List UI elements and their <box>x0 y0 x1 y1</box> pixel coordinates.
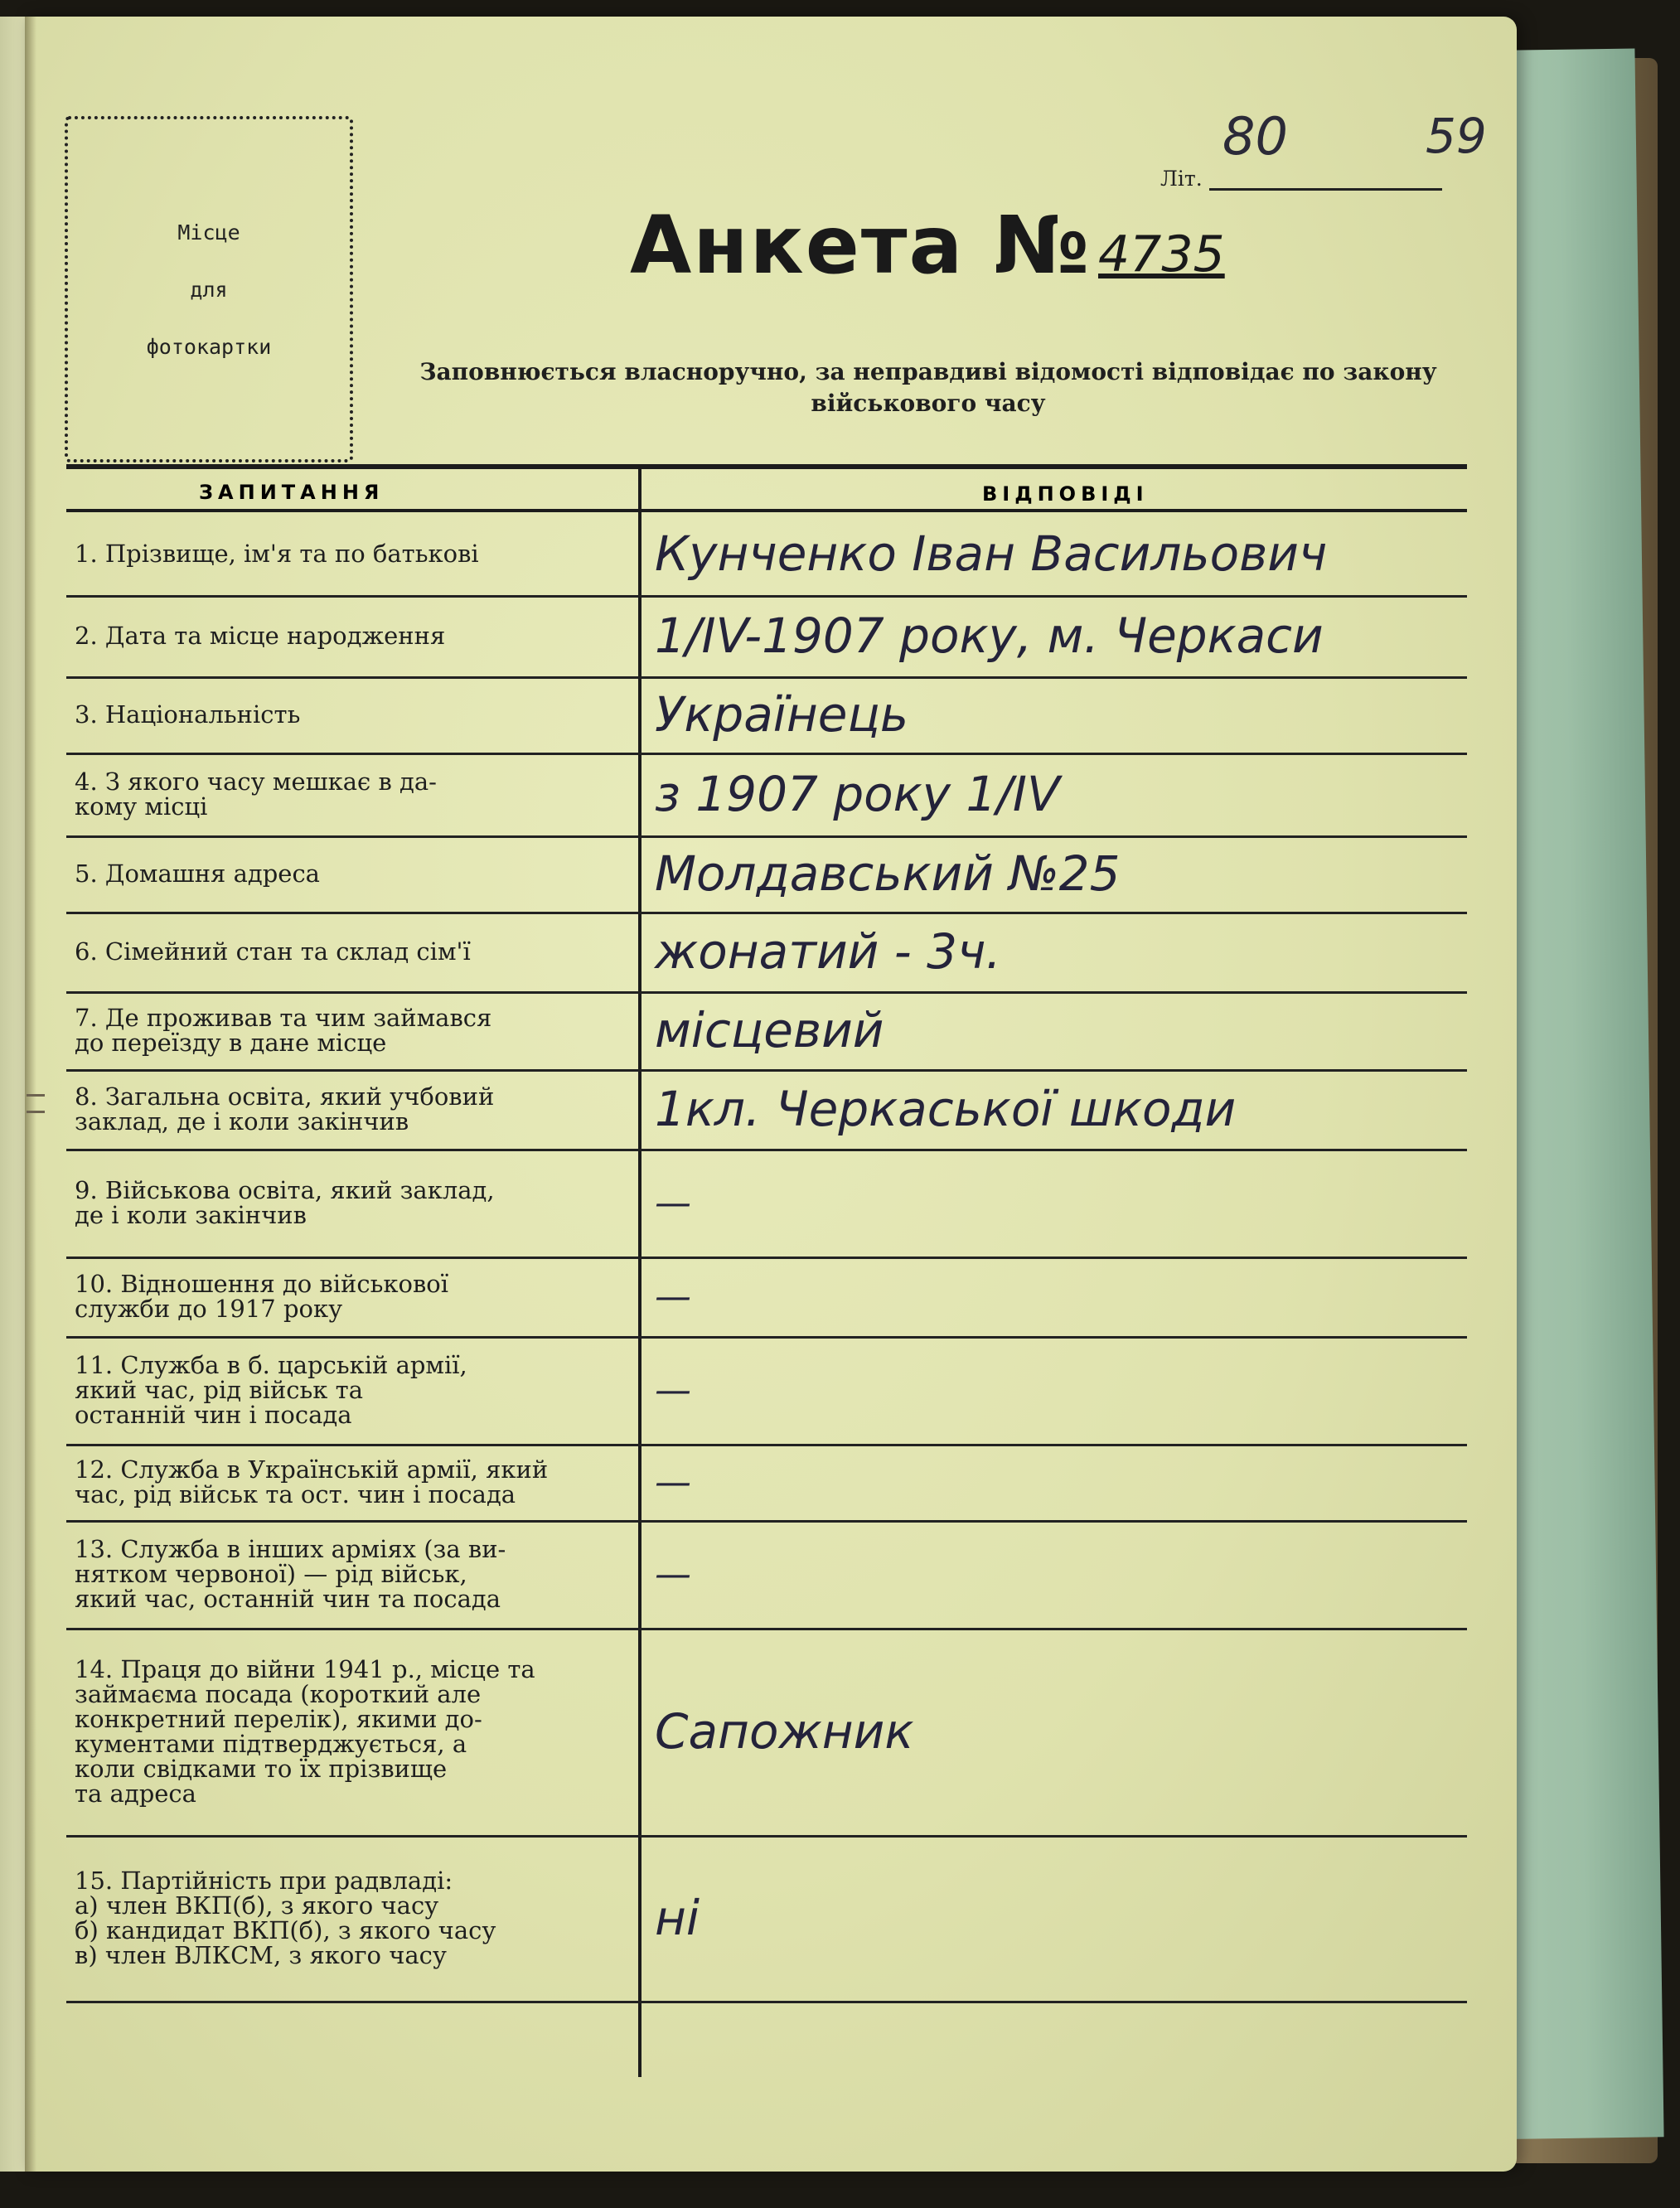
question-label <box>75 595 634 676</box>
question-line: який час, рід військ та <box>75 1376 363 1404</box>
table-row <box>66 753 1467 838</box>
question-line: конкретний перелік), якими до- <box>75 1705 482 1733</box>
question-line: 6. Сімейний стан та склад сім'ї <box>75 937 471 966</box>
questionnaire-page <box>25 17 1517 2172</box>
question-line: коли свідками то їх прізвище <box>75 1755 448 1783</box>
answer-handwritten: — <box>655 1552 691 1595</box>
answer-handwritten: жонатий - 3ч. <box>655 923 1001 980</box>
table-row <box>66 1069 1467 1151</box>
question-line: 11. Служба в б. царській армії, <box>75 1351 467 1379</box>
table-row <box>66 1628 1467 1838</box>
question-line: 13. Служба в інших арміях (за ви- <box>75 1535 506 1563</box>
question-line: 1. Прізвище, ім'я та по батькові <box>75 540 479 568</box>
answer-handwritten: — <box>655 1460 691 1503</box>
photo-box-line: Місце <box>177 220 240 245</box>
question-line: час, рід військ та ост. чин і посада <box>75 1480 516 1508</box>
answer-handwritten: ні <box>655 1890 700 1946</box>
question-line: служби до 1917 року <box>75 1295 343 1323</box>
question-line: який час, останній чин та посада <box>75 1585 501 1613</box>
question-label <box>75 512 634 595</box>
answer-handwritten: Кунченко Іван Васильович <box>655 525 1328 582</box>
table-row <box>66 676 1467 755</box>
answer-handwritten: Сапожник <box>655 1703 914 1760</box>
question-label <box>75 1069 634 1149</box>
question-line: де і коли закінчив <box>75 1201 307 1229</box>
answer-handwritten: — <box>655 1181 691 1224</box>
question-line: 10. Відношення до військової <box>75 1270 449 1298</box>
question-label <box>75 1835 634 2001</box>
question-line: в) член ВЛКСМ, з якого часу <box>75 1941 447 1969</box>
table-row <box>66 835 1467 914</box>
answer-handwritten: — <box>655 1368 691 1411</box>
table-row <box>66 512 1467 598</box>
questions-header: ЗАПИТАННЯ <box>199 481 385 504</box>
table-row <box>66 1149 1467 1259</box>
photo-box-line: для <box>190 277 228 302</box>
question-line: 2. Дата та місце народження <box>75 622 446 650</box>
answer-handwritten: Українець <box>655 686 909 743</box>
questionnaire-table <box>66 464 1467 2127</box>
question-line: до переїзду в дане місце <box>75 1029 387 1057</box>
answer-handwritten: місцевий <box>655 1002 884 1058</box>
question-line: займаєма посада (короткий але <box>75 1680 482 1708</box>
question-line: 9. Військова освіта, який заклад, <box>75 1176 495 1204</box>
question-label <box>75 835 634 912</box>
question-line: б) кандидат ВКП(б), з якого часу <box>75 1916 496 1944</box>
lit-handwritten-number: 59 <box>1426 108 1487 164</box>
question-label <box>75 1444 634 1520</box>
answers-header: ВІДПОВІДІ <box>982 482 1149 506</box>
photo-placeholder <box>65 116 353 462</box>
table-row <box>66 1520 1467 1630</box>
question-line: 4. З якого часу мешкає в да- <box>75 767 437 796</box>
question-label <box>75 912 634 991</box>
question-line: заклад, де і коли закінчив <box>75 1107 409 1135</box>
question-label <box>75 753 634 835</box>
question-line: а) член ВКП(б), з якого часу <box>75 1891 439 1920</box>
table-row <box>66 1444 1467 1523</box>
question-label <box>75 1149 634 1257</box>
table-header <box>66 474 1467 512</box>
subtitle-line: військового часу <box>811 390 1046 417</box>
table-row <box>66 1257 1467 1339</box>
question-line: кому місці <box>75 792 208 821</box>
question-label <box>75 991 634 1069</box>
lit-label: Літ. <box>1160 167 1203 191</box>
question-label <box>75 676 634 753</box>
binding-stitch <box>27 1094 45 1097</box>
question-line: 8. Загальна освіта, який учбовий <box>75 1082 495 1111</box>
answer-handwritten: — <box>655 1275 691 1318</box>
photo-box-line: фотокартки <box>146 334 272 359</box>
question-line: 7. Де проживав та чим займався <box>75 1004 492 1032</box>
question-line: 12. Служба в Українській армії, який <box>75 1455 549 1484</box>
table-row <box>66 1336 1467 1446</box>
table-row <box>66 595 1467 679</box>
question-line: останній чин і посада <box>75 1401 352 1429</box>
question-line: 5. Домашня адреса <box>75 859 320 888</box>
form-subtitle <box>398 356 1459 419</box>
question-label <box>75 1336 634 1444</box>
subtitle-line: Заповнюється власноручно, за неправдиві відомості відповідає по закону <box>419 358 1437 385</box>
answer-handwritten: 1/IV-1907 року, м. Черкаси <box>655 608 1324 664</box>
question-line: 3. Національність <box>75 700 301 729</box>
question-label <box>75 1257 634 1336</box>
table-row <box>66 991 1467 1072</box>
question-line: кументами підтверджується, а <box>75 1730 467 1758</box>
binding-stitch <box>27 1111 45 1113</box>
lit-field <box>1160 141 1442 191</box>
lit-handwritten-number: 80 <box>1222 106 1288 167</box>
answer-handwritten: Молдавський №25 <box>655 845 1121 902</box>
answer-handwritten: 1кл. Черкаської шкоди <box>655 1081 1237 1137</box>
question-label <box>75 1520 634 1628</box>
table-row <box>66 1835 1467 2003</box>
question-line: нятком червоної) — рід військ, <box>75 1560 467 1588</box>
table-row <box>66 912 1467 994</box>
question-line: 15. Партійність при радвладі: <box>75 1867 453 1895</box>
form-title: Анкета № <box>630 199 1092 292</box>
question-label <box>75 1628 634 1835</box>
form-number: 4735 <box>1098 225 1225 283</box>
question-line: та адреса <box>75 1779 196 1808</box>
answer-handwritten: з 1907 року 1/IV <box>655 766 1060 822</box>
question-line: 14. Праця до війни 1941 р., місце та <box>75 1655 535 1683</box>
